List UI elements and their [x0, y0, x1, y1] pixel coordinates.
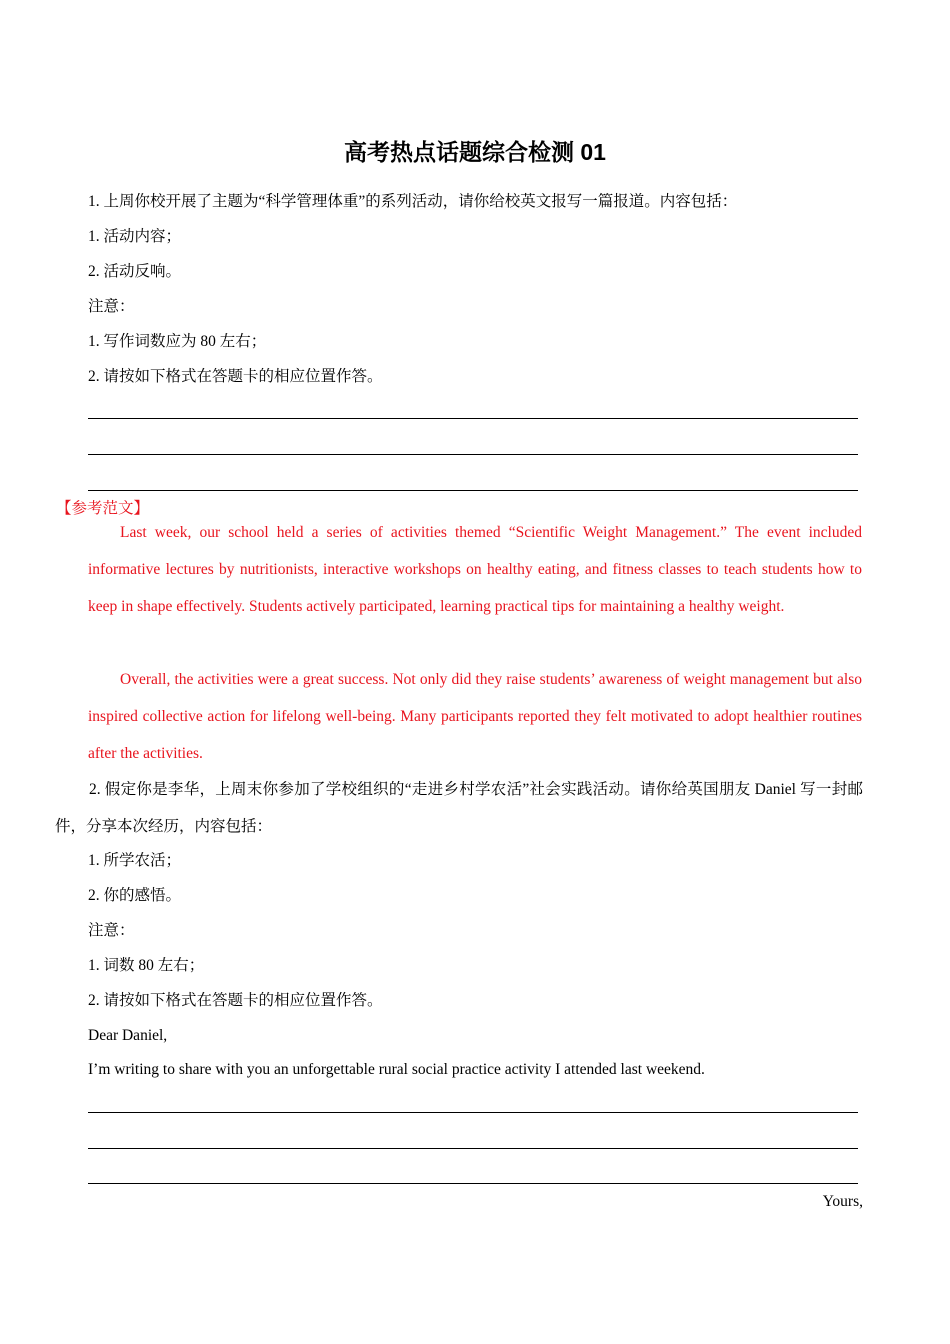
answer-line: [88, 1148, 858, 1149]
answer-line: [88, 490, 858, 491]
answer-line: [88, 418, 858, 419]
q2-point-1: 1. 所学农活；: [88, 852, 182, 869]
answer-line: [88, 1183, 858, 1184]
reference-paragraph-2: [88, 661, 862, 772]
reference-label: 【参考范文】: [56, 500, 150, 517]
q1-prompt: 1. 上周你校开展了主题为“科学管理体重”的系列活动，请你给校英文报写一篇报道。内容包括：: [88, 193, 738, 210]
q2-prompt: [55, 771, 863, 845]
q1-note-1: 1. 写作词数应为 80 左右；: [88, 333, 267, 350]
letter-opening: I’m writing to share with you an unforgettable rural social practice activity I attended last weekend.: [88, 1061, 705, 1078]
q2-note-1: 1. 词数 80 左右；: [88, 957, 205, 974]
q2-point-2: 2. 你的感悟。: [88, 887, 182, 904]
letter-greeting: Dear Daniel,: [88, 1027, 168, 1044]
q1-note-2: 2. 请按如下格式在答题卡的相应位置作答。: [88, 368, 383, 385]
q1-note-label: 注意：: [88, 298, 135, 315]
reference-paragraph-1-text: Last week, our school held a series of activities themed “Scientific Weight Management.” The event included informative lectures by nutritionists, interactive workshops on healthy eating, and fitness classes to teach students how to keep in shape effectively. Students actively participated, learning practical tips for maintaining a healthy weight.: [88, 524, 862, 615]
q1-point-2: 2. 活动反响。: [88, 263, 182, 280]
q2-note-label: 注意：: [88, 922, 135, 939]
answer-line: [88, 454, 858, 455]
reference-paragraph-1: [88, 514, 862, 625]
q1-point-1: 1. 活动内容；: [88, 228, 182, 245]
page-title: 高考热点话题综合检测 01: [344, 139, 606, 165]
reference-paragraph-2-text: Overall, the activities were a great success. Not only did they raise students’ awareness of weight management but also inspired collective action for lifelong well-being. Many participants reported they felt motivated to adopt healthier routines after the activities.: [88, 671, 862, 762]
answer-line: [88, 1112, 858, 1113]
q2-prompt-text: 2. 假定你是李华，上周末你参加了学校组织的“走进乡村学农活”社会实践活动。请你给英国朋友 Daniel 写一封邮件，分享本次经历，内容包括：: [55, 781, 863, 835]
letter-closing: Yours,: [822, 1193, 863, 1210]
q2-note-2: 2. 请按如下格式在答题卡的相应位置作答。: [88, 992, 383, 1009]
